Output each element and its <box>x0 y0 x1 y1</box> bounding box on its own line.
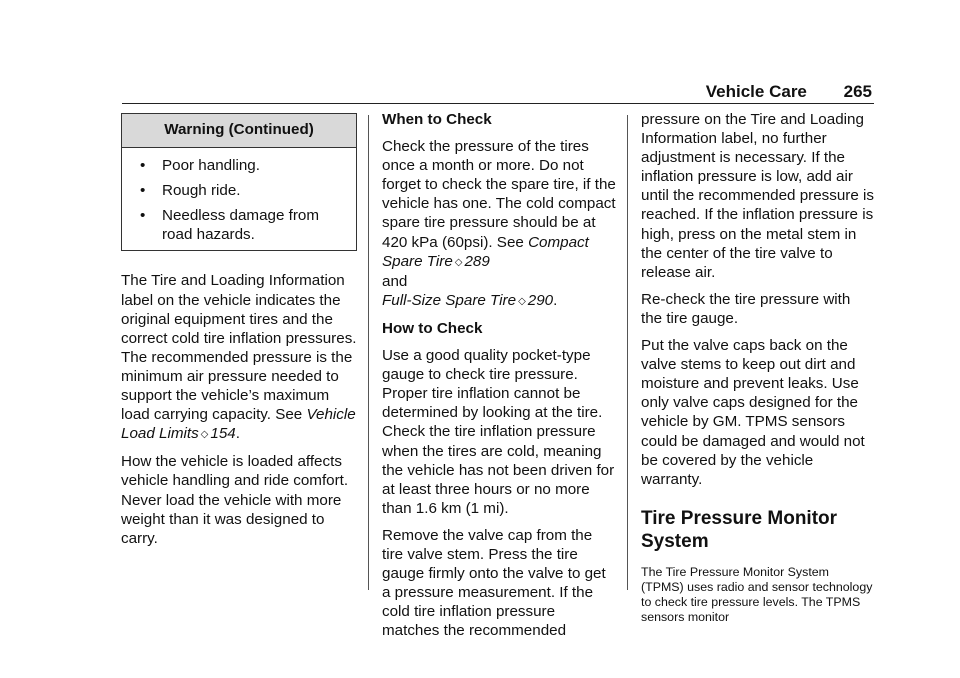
column-2 <box>382 110 616 648</box>
paragraph: pressure on the Tire and Loading Information label, no further adjustment is necessary. If the inflation pressure is low, add air until the recommended pressure is reached. If the inflation pressure is high, press on the metal stem in the center of the tire valve to release air. <box>641 111 874 281</box>
paragraph: The Tire and Loading Information label on the vehicle indicates the original equipment tires and the correct cold tire inflation pressures. The recommended pressure is the minimum air pressure needed to support the vehicle’s maximum load carrying capacity. See Vehicle Load Limits ◇ 154. <box>121 272 357 443</box>
xref-page[interactable]: 154 <box>210 425 236 443</box>
paragraph-small: The Tire Pressure Monitor System (TPMS) uses radio and sensor technology to check tire pressure levels. The TPMS sensors monitor <box>641 564 873 624</box>
warning-title: Warning (Continued) <box>122 114 356 148</box>
paragraph: Check the pressure of the tires once a month or more. Do not forget to check the spare tire, if the vehicle has one. The cold compact spare tire pressure should be at 420 kPa (60psi). See Compact Spare Tire ◇ 289 and Full-Size Spare Tire ◇ 290. <box>382 138 616 309</box>
xref-page[interactable]: 289 <box>464 252 490 270</box>
column-3 <box>641 110 875 633</box>
section-heading: Tire Pressure Monitor System <box>641 507 838 552</box>
paragraph: How the vehicle is loaded affects vehicle handling and ride comfort. Never load the vehicle with more weight than it was designed to carry. <box>121 453 349 547</box>
xref-link[interactable]: Full-Size Spare Tire <box>382 291 517 309</box>
page-number: 265 <box>843 82 872 101</box>
section-title: Vehicle Care <box>705 82 807 101</box>
xref-page[interactable]: 290 <box>527 291 554 309</box>
header-rule <box>122 103 874 104</box>
column-divider-2 <box>627 115 628 590</box>
xref-arrow-icon: ◇ <box>518 295 526 307</box>
paragraph: Remove the valve cap from the tire valve stem. Press the tire gauge firmly onto the valve to get a pressure measurement. If the cold tire inflation pressure matches the recommended <box>382 526 606 640</box>
column-divider-1 <box>368 115 369 590</box>
subheading-when: When to Check <box>382 111 492 128</box>
paragraph: Put the valve caps back on the valve stems to keep out dirt and moisture and prevent leaks. Use only valve caps designed for the vehicle by GM. TPMS sensors could be damaged and would not be covered by the vehicle warranty. <box>641 337 865 488</box>
warning-list <box>122 148 356 244</box>
paragraph: Re-check the tire pressure with the tire gauge. <box>641 290 851 327</box>
warning-item: • Rough ride. <box>132 181 346 200</box>
column-1 <box>121 110 357 556</box>
xref-arrow-icon: ◇ <box>454 256 463 268</box>
warning-item: • Poor handling. <box>132 156 346 175</box>
xref-link[interactable]: Vehicle Load Limits <box>121 406 356 443</box>
page-header <box>706 82 872 102</box>
warning-item: • Needless damage from road hazards. <box>132 206 346 244</box>
xref-arrow-icon: ◇ <box>200 429 209 441</box>
paragraph: Use a good quality pocket-type gauge to check tire pressure. Proper tire inflation cannot be determined by looking at the tire. Check the tire inflation pressure when the tires are cold, meaning the vehicle has not been driven for at least three hours or no more than 1.6 km (1 mi). <box>382 347 615 517</box>
xref-link[interactable]: Compact Spare Tire <box>382 233 589 270</box>
warning-box <box>121 113 357 251</box>
subheading-how: How to Check <box>382 319 483 337</box>
